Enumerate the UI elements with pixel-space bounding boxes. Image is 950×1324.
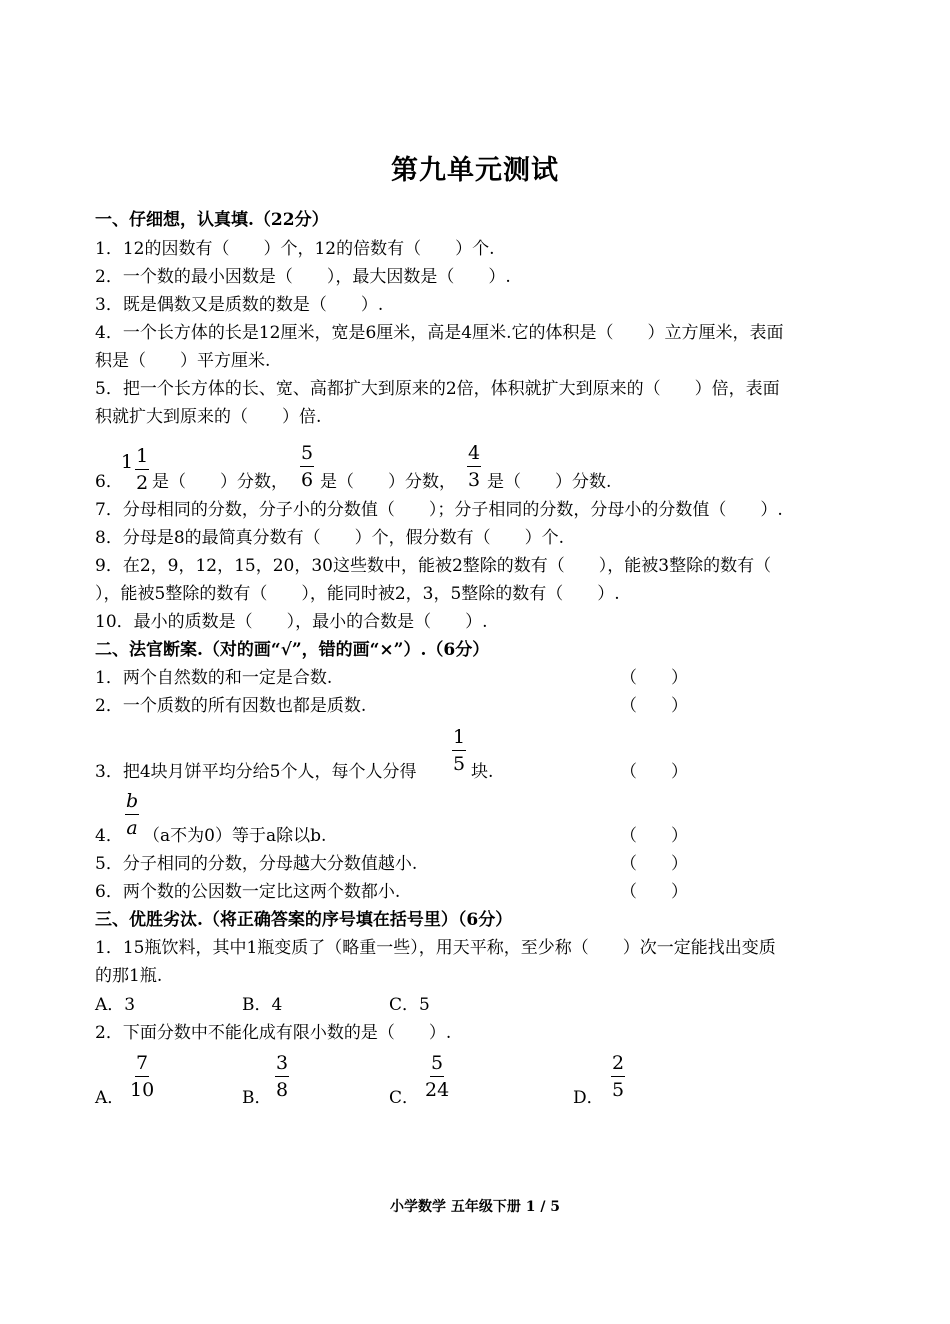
denominator: 5 — [612, 1079, 625, 1101]
option-a-fraction — [130, 1052, 154, 1101]
s2-q6-text: 6．两个数的公因数一定比这两个数都小. — [95, 882, 401, 902]
numerator: 1 — [452, 726, 466, 751]
section-2-heading: 二、法官断案.（对的画“√”，错的画“×”）.（6分） — [95, 640, 490, 660]
option-c-fraction — [425, 1052, 449, 1101]
s2-question-1 — [95, 668, 855, 688]
section-1-heading: 一、仔细想，认真填.（22分） — [95, 210, 329, 230]
option-b-fraction — [275, 1052, 289, 1101]
numerator: 7 — [135, 1052, 149, 1077]
fraction — [135, 445, 149, 494]
option-a: A．3 — [95, 995, 136, 1015]
s1-question-2: 2．一个数的最小因数是（ ），最大因数是（ ）. — [95, 267, 511, 287]
answer-paren: （ ） — [620, 882, 688, 902]
numerator: 1 — [135, 445, 149, 470]
s1-question-1: 1．12的因数有（ ）个，12的倍数有（ ）个. — [95, 239, 495, 259]
q6-text-3: 是（ ）分数. — [487, 472, 612, 492]
section-3-heading: 三、优胜劣汰.（将正确答案的序号填在括号里）（6分） — [95, 910, 513, 930]
answer-paren: （ ） — [620, 854, 688, 874]
numerator: 5 — [430, 1052, 444, 1077]
fraction — [467, 442, 481, 491]
option-d-label: D． — [573, 1088, 604, 1108]
s1-question-9-line-2: ），能被5整除的数有（ ），能同时被2，3，5整除的数有（ ）. — [95, 584, 620, 604]
s3-question-1-line-2: 的那1瓶. — [95, 966, 163, 986]
s2-question-5 — [95, 854, 855, 874]
fraction — [300, 442, 314, 491]
s1-question-6 — [95, 442, 855, 494]
option-c-label: C． — [389, 1088, 420, 1108]
denominator: 5 — [453, 753, 466, 775]
s2-q4-text: （a不为0）等于a除以b. — [143, 826, 327, 846]
mixed-whole: 1 — [121, 451, 134, 473]
s2-question-4 — [95, 790, 855, 846]
fraction — [125, 790, 139, 839]
s2-q3-text-a: 3．把4块月饼平均分给5个人，每个人分得 — [95, 762, 417, 782]
s2-question-6 — [95, 882, 855, 902]
option-d-fraction — [611, 1052, 625, 1101]
answer-paren: （ ） — [620, 696, 688, 716]
numerator: 5 — [300, 442, 314, 467]
s1-question-9-line-1: 9．在2，9，12，15，20，30这些数中，能被2整除的数有（ ），能被3整除的数有（ — [95, 556, 772, 576]
s2-question-2 — [95, 696, 855, 716]
denominator: 3 — [468, 469, 481, 491]
option-a-label: A． — [95, 1088, 125, 1108]
answer-paren: （ ） — [620, 668, 688, 688]
s1-question-5-line-2: 积就扩大到原来的（ ）倍. — [95, 407, 322, 427]
s2-q2-text: 2．一个质数的所有因数也都是质数. — [95, 696, 367, 716]
fraction — [452, 726, 466, 775]
denominator: 6 — [301, 469, 314, 491]
s3-question-2: 2．下面分数中不能化成有限小数的是（ ）. — [95, 1023, 452, 1043]
denominator: 2 — [136, 472, 149, 494]
s3-question-1-line-1: 1．15瓶饮料，其中1瓶变质了（略重一些），用天平称，至少称（ ）次一定能找出变质 — [95, 938, 776, 958]
numerator: 3 — [275, 1052, 289, 1077]
option-b: B．4 — [242, 995, 283, 1015]
numerator: 4 — [467, 442, 481, 467]
s1-question-8: 8．分母是8的最简真分数有（ ）个，假分数有（ ）个. — [95, 528, 565, 548]
s2-q5-text: 5．分子相同的分数，分母越大分数值越小. — [95, 854, 418, 874]
q6-text-1: 是（ ）分数， — [152, 472, 288, 492]
denominator: a — [126, 817, 138, 839]
denominator: 8 — [276, 1079, 289, 1101]
s1-question-7: 7．分母相同的分数，分子小的分数值（ ）；分子相同的分数，分母小的分数值（ ）. — [95, 500, 783, 520]
mixed-fraction — [121, 442, 151, 494]
s1-question-10: 10．最小的质数是（ ），最小的合数是（ ）. — [95, 612, 488, 632]
option-c: C．5 — [389, 995, 430, 1015]
s2-q1-text: 1．两个自然数的和一定是合数. — [95, 668, 333, 688]
option-b-label: B． — [242, 1088, 272, 1108]
s1-question-4-line-1: 4．一个长方体的长是12厘米，宽是6厘米，高是4厘米.它的体积是（ ）立方厘米，表面 — [95, 323, 784, 343]
numerator: 2 — [611, 1052, 625, 1077]
s2-q4-prefix: 4． — [95, 826, 123, 846]
s1-question-4-line-2: 积是（ ）平方厘米. — [95, 351, 271, 371]
answer-paren: （ ） — [620, 762, 688, 782]
answer-paren: （ ） — [620, 826, 688, 846]
denominator: 10 — [130, 1079, 155, 1101]
numerator: b — [125, 790, 139, 815]
page-title: 第九单元测试 — [391, 155, 559, 186]
s1-question-3: 3．既是偶数又是质数的数是（ ）. — [95, 295, 384, 315]
s2-q3-text-b: 块. — [471, 762, 494, 782]
s1-question-5-line-1: 5．把一个长方体的长、宽、高都扩大到原来的2倍，体积就扩大到原来的（ ）倍，表面 — [95, 379, 780, 399]
s3-question-2-options — [95, 1052, 855, 1108]
q6-text-2: 是（ ）分数， — [320, 472, 456, 492]
q6-prefix: 6． — [95, 472, 123, 492]
page-footer: 小学数学 五年级下册 1 / 5 — [389, 1199, 561, 1215]
s2-question-3 — [95, 726, 855, 782]
denominator: 24 — [425, 1079, 450, 1101]
